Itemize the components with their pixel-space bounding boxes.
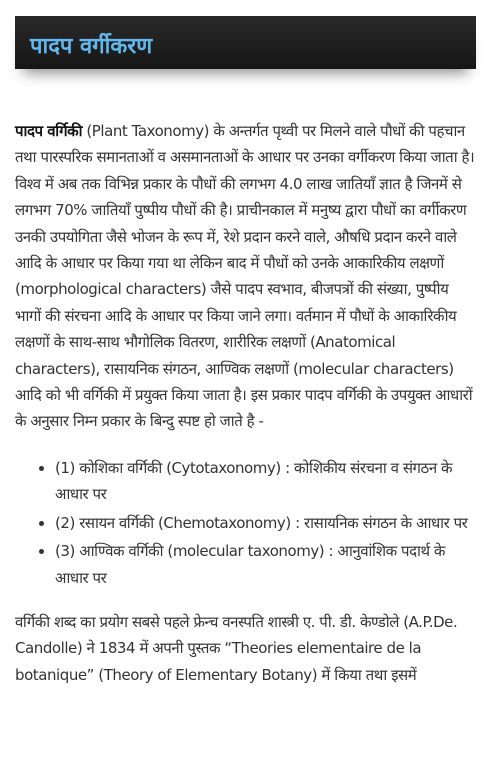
section-title: पादप वर्गीकरण	[30, 34, 153, 59]
list-item: • (3) आण्विक वर्गिकी (molecular taxonomy) : आनुवांशिक पदार्थ के आधार पर	[55, 538, 476, 591]
outro-paragraph: वर्गिकी शब्द का प्रयोग सबसे पहले फ्रेन्च वनस्पति शास्त्री ए. पी. डी. केण्डोले (A.P.De. Candolle) ने 1834 में अपनी पुस्तक “Theories elementaire de la botanique” (Theory of Elementary Botany) में किया तथा इसमें	[15, 612, 458, 684]
section-header	[15, 16, 476, 69]
list-item: • (2) रसायन वर्गिकी (Chemotaxonomy) : रासायनिक संगठन के आधार पर	[55, 510, 476, 536]
intro-text: (Plant Taxonomy) के अन्तर्गत पृथ्वी पर मिलने वाले पौधों की पहचान तथा पारस्परिक समानताओं व असमानताओं के आधार पर उनका वर्गीकरण किया जाता है। विश्व में अब तक विभिन्न प्रकार के पौधों की लगभग 4.0 लाख जातियाँ ज्ञात है जिनमें से लगभग 70% जातियाँ पुष्पीय पौधों की है। प्राचीनकाल में मनुष्य द्वारा पौधों का वर्गीकरण उनकी उपयोगिता जैसे भोजन के रूप में, रेशे प्रदान करने वाले, औषधि प्रदान करने वाले आदि के आधार पर किया गया था लेकिन बाद में पौधों को उनके आकारिकीय लक्षणों (morphological characters) जैसे पादप स्वभाव, बीजपत्रों की संख्या, पुष्पीय भागों की संरचना आदि के आधार पर किया जाने लगा। वर्तमान में पौधों के आकारिकीय लक्षणों के साथ-साथ भौगोलिक वितरण, शारीरिक लक्षणों (Anatomical characters), रासायनिक संगठन, आण्विक लक्षणों (molecular characters) आदि को भी वर्गिकी में प्रयुक्त किया जाता है। इस प्रकार पादप वर्गिकी के उपयुक्त आधारों के अनुसार निम्न प्रकार के बिन्दु स्पष्ट हो जाते है -	[15, 122, 475, 431]
article-body	[15, 118, 476, 688]
intro-lead-term: पादप वर्गिकी	[15, 122, 83, 140]
intro-paragraph	[15, 118, 476, 435]
list-item: • (1) कोशिका वर्गिकी (Cytotaxonomy) : कोशिकीय संरचना व संगठन के आधार पर	[55, 455, 476, 508]
basis-list	[15, 455, 476, 591]
